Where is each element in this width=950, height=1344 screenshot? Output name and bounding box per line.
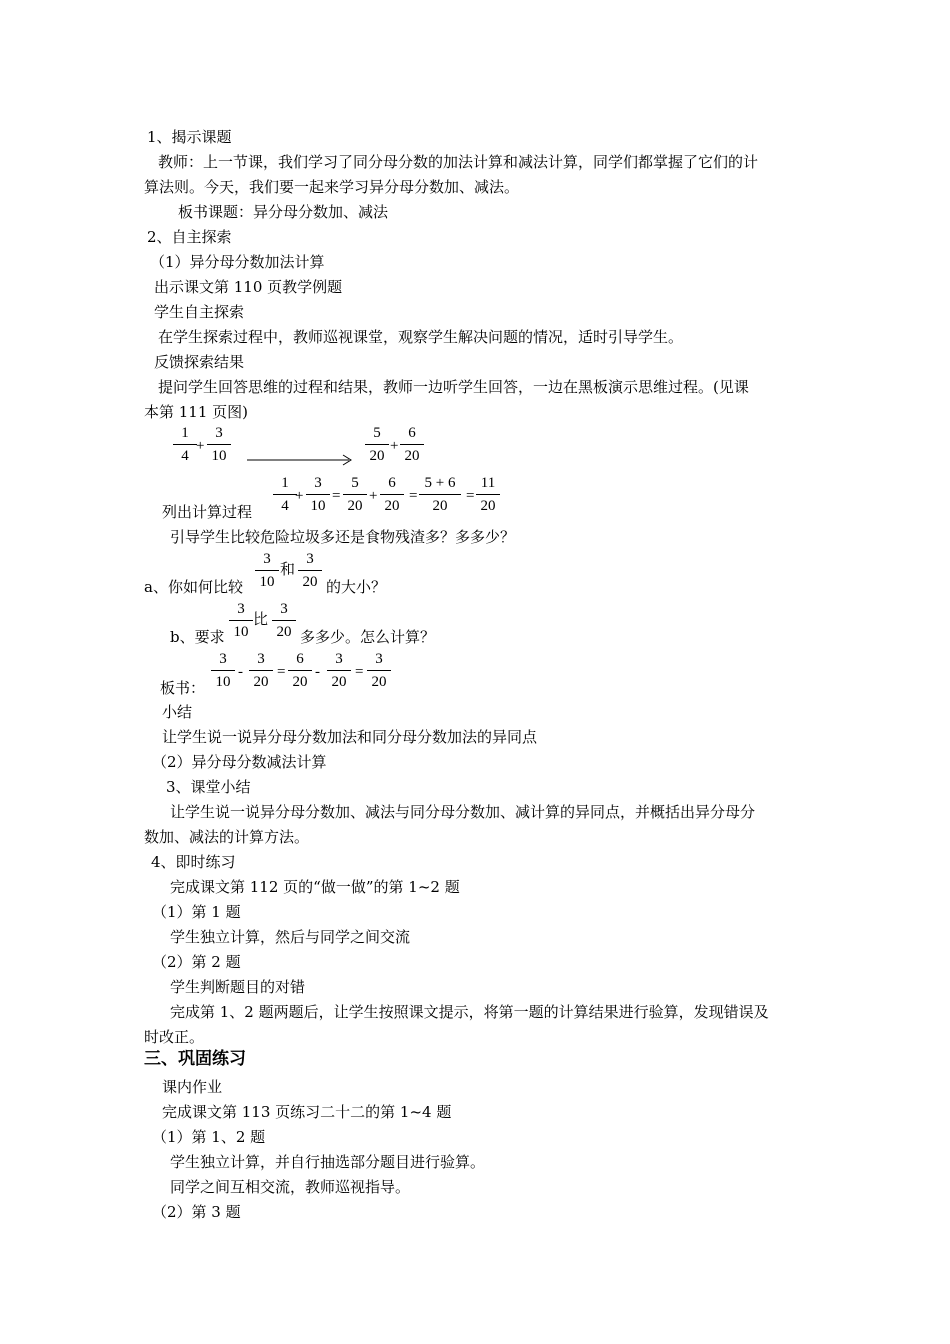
question-b-tail: 多多少。怎么计算？ [300, 628, 436, 646]
question-b: b、要求 [170, 628, 225, 646]
fraction: 3 20 [365, 651, 393, 691]
equals-sign: = [355, 664, 364, 680]
minus-sign: - [315, 664, 320, 680]
fraction: 3 20 [296, 551, 324, 591]
board-label: 板书： [160, 679, 206, 697]
paragraph-text: 完成课文第 113 页练习二十二的第 1~4 题 [162, 1103, 452, 1121]
paragraph-text: 时改正。 [144, 1028, 205, 1046]
paragraph-text: 板书课题：异分母分数加、减法 [178, 203, 389, 221]
paragraph-text: 提问学生回答思维的过程和结果，教师一边听学生回答，一边在黑板演示思维过程。(见课 [158, 378, 749, 396]
equals-sign: = [277, 664, 286, 680]
equals-sign: = [466, 488, 475, 504]
fraction: 11 20 [474, 475, 502, 515]
paragraph-text: 学生自主探索 [154, 303, 245, 321]
paragraph-text: 完成第 1、2 题两题后，让学生按照课文提示，将第一题的计算结果进行验算，发现错误及 [170, 1003, 769, 1021]
fraction: 6 20 [398, 425, 426, 465]
paragraph-text: 学生判断题目的对错 [170, 978, 306, 996]
equals-sign: = [409, 488, 418, 504]
paragraph-text: 引导学生比较危险垃圾多还是食物残渣多？多多少？ [170, 528, 516, 546]
subheading: （2）第 3 题 [152, 1203, 241, 1221]
fraction: 5 20 [363, 425, 391, 465]
heading-reveal-topic: 1、揭示课题 [147, 128, 232, 146]
paragraph-text: 出示课文第 110 页教学例题 [154, 278, 343, 296]
paragraph-text: 教师：上一节课，我们学习了同分母分数的加法计算和减法计算，同学们都掌握了它们的计 [158, 153, 759, 171]
fraction: 6 20 [378, 475, 406, 515]
paragraph-text: 小结 [162, 703, 193, 721]
paragraph-text: 让学生说一说异分母分数加法和同分母分数加法的异同点 [162, 728, 538, 746]
section-heading: 三、巩固练习 [144, 1049, 246, 1069]
equals-sign: = [332, 488, 341, 504]
subheading: （1）第 1、2 题 [152, 1128, 266, 1146]
fraction: 3 20 [325, 651, 353, 691]
fraction: 3 20 [247, 651, 275, 691]
subheading: （2）第 2 题 [152, 953, 241, 971]
paragraph-text: 在学生探索过程中，教师巡视课堂，观察学生解决问题的情况，适时引导学生。 [158, 328, 684, 346]
plus-sign: + [369, 488, 378, 504]
fraction: 6 20 [286, 651, 314, 691]
paragraph-text: 完成课文第 112 页的“做一做”的第 1~2 题 [170, 878, 460, 896]
paragraph-text: 反馈探索结果 [154, 353, 245, 371]
plus-sign: + [196, 438, 205, 454]
heading-summary: 3、课堂小结 [166, 778, 251, 796]
connector-text: 和 [280, 562, 296, 578]
paragraph-text: 列出计算过程 [162, 503, 253, 521]
fraction: 5 20 [341, 475, 369, 515]
paragraph-text: 本第 111 页图) [144, 403, 249, 421]
fraction: 3 10 [209, 651, 237, 691]
paragraph-text: 算法则。今天，我们要一起来学习异分母分数加、减法。 [144, 178, 520, 196]
fraction: 3 10 [304, 475, 332, 515]
subheading: （1）第 1 题 [152, 903, 241, 921]
question-a: a、你如何比较 [144, 578, 243, 596]
paragraph-text: 数加、减法的计算方法。 [144, 828, 310, 846]
paragraph-text: 学生独立计算，然后与同学之间交流 [170, 928, 411, 946]
subheading: （2）异分母分数减法计算 [152, 753, 327, 771]
subheading: （1）异分母分数加法计算 [150, 253, 325, 271]
plus-sign: + [390, 438, 399, 454]
paragraph-text: 让学生说一说异分母分数加、减法与同分母分数加、减计算的异同点，并概括出异分母分 [170, 803, 756, 821]
question-a-tail: 的大小？ [326, 578, 387, 596]
heading-explore: 2、自主探索 [147, 228, 232, 246]
fraction: 1 4 [271, 475, 299, 515]
paragraph-text: 学生独立计算，并自行抽选部分题目进行验算。 [170, 1153, 486, 1171]
fraction: 3 10 [227, 601, 255, 641]
fraction: 3 10 [205, 425, 233, 465]
heading-practice: 4、即时练习 [151, 853, 236, 871]
paragraph-text: 课内作业 [162, 1078, 223, 1096]
plus-sign: + [295, 488, 304, 504]
fraction: 3 10 [253, 551, 281, 591]
connector-text: 比 [253, 612, 269, 628]
fraction: 3 20 [270, 601, 298, 641]
fraction: 1 4 [171, 425, 199, 465]
fraction: 5 + 6 20 [417, 475, 463, 515]
paragraph-text: 同学之间互相交流，教师巡视指导。 [170, 1178, 411, 1196]
arrow-icon [245, 452, 357, 466]
minus-sign: - [238, 664, 243, 680]
